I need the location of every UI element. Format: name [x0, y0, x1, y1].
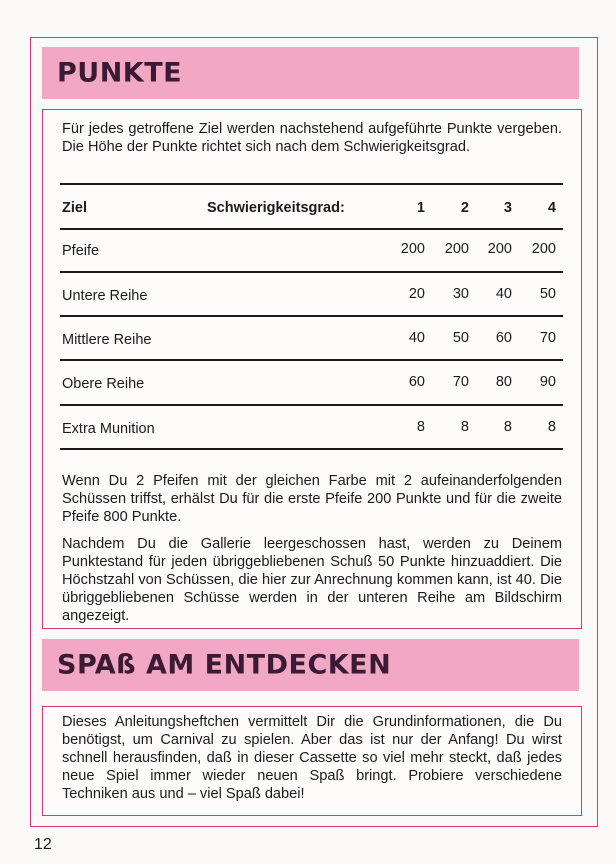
col-header-level-2: 2	[460, 200, 469, 216]
table-rule	[60, 404, 563, 406]
cell-value: 70	[452, 374, 469, 390]
page-number: 12	[34, 836, 52, 853]
cell-value: 200	[487, 241, 512, 257]
row-label-mittlere-reihe: Mittlere Reihe	[62, 332, 152, 348]
table-rule	[60, 271, 563, 273]
spass-paragraph: Dieses Anleitungsheftchen vermittelt Dir die Grundinformationen, die Du benötigst, um Carnival zu spielen. Aber das ist nur der Anfang! Du wirst schnell herausfinden, daß in dieser Cassette so viel mehr steckt, daß jedes neue Spiel immer wieder neuen Spaß bringt. Probiere verschiedene Techniken aus und – viel Spaß dabei!	[62, 714, 562, 802]
cell-value: 50	[452, 330, 469, 346]
cell-value: 200	[444, 241, 469, 257]
cell-value: 30	[452, 286, 469, 302]
section-title-spass: SPAß AM ENTDECKEN	[57, 649, 392, 681]
table-rule	[60, 359, 563, 361]
cell-value: 40	[408, 330, 425, 346]
row-label-untere-reihe: Untere Reihe	[62, 288, 148, 304]
cell-value: 8	[503, 419, 512, 435]
row-label-obere-reihe: Obere Reihe	[62, 376, 145, 392]
section-banner-punkte	[42, 47, 579, 99]
cell-value: 8	[547, 419, 556, 435]
cell-value: 8	[416, 419, 425, 435]
cell-value: 40	[495, 286, 512, 302]
row-label-extra-munition: Extra Munition	[62, 421, 155, 437]
table-rule	[60, 183, 563, 185]
col-header-level-4: 4	[547, 200, 556, 216]
punkte-box	[42, 109, 582, 629]
cell-value: 200	[531, 241, 556, 257]
cell-value: 80	[495, 374, 512, 390]
section-title-punkte: PUNKTE	[57, 57, 183, 89]
cell-value: 20	[408, 286, 425, 302]
cell-value: 200	[400, 241, 425, 257]
col-header-level-3: 3	[503, 200, 512, 216]
cell-value: 60	[495, 330, 512, 346]
cell-value: 90	[539, 374, 556, 390]
table-rule	[60, 315, 563, 317]
cell-value: 8	[460, 419, 469, 435]
col-header-schwierigkeitsgrad: Schwierigkeitsgrad:	[207, 200, 345, 216]
cell-value: 70	[539, 330, 556, 346]
table-rule	[60, 228, 563, 230]
cell-value: 50	[539, 286, 556, 302]
row-label-pfeife: Pfeife	[62, 243, 100, 259]
cell-value: 60	[408, 374, 425, 390]
bonus-paragraph: Wenn Du 2 Pfeifen mit der gleichen Farbe mit 2 aufeinanderfolgenden Schüssen triffst, erhälst Du für die erste Pfeife 200 Punkte und für die zweite Pfeife 800 Punkte.	[62, 473, 562, 525]
punkte-intro: Für jedes getroffene Ziel werden nachstehend aufgeführte Punkte vergeben. Die Höhe der Punkte richtet sich nach dem Schwierigkeitsgrad.	[62, 121, 562, 155]
section-banner-spass	[42, 639, 579, 691]
remaining-shots-paragraph: Nachdem Du die Gallerie leergeschossen hast, werden zu Deinem Punktestand für jeden übriggebliebenen Schuß 50 Punkte hinzuaddiert. Die Höchstzahl von Schüssen, die hier zur Anrechnung kommen kann, ist 40. Die übriggebliebenen Schüsse werden in der unteren Reihe am Bildschirm angezeigt.	[62, 536, 562, 624]
spass-box	[42, 706, 582, 816]
col-header-ziel: Ziel	[62, 200, 87, 216]
table-rule	[60, 448, 563, 450]
col-header-level-1: 1	[416, 200, 425, 216]
